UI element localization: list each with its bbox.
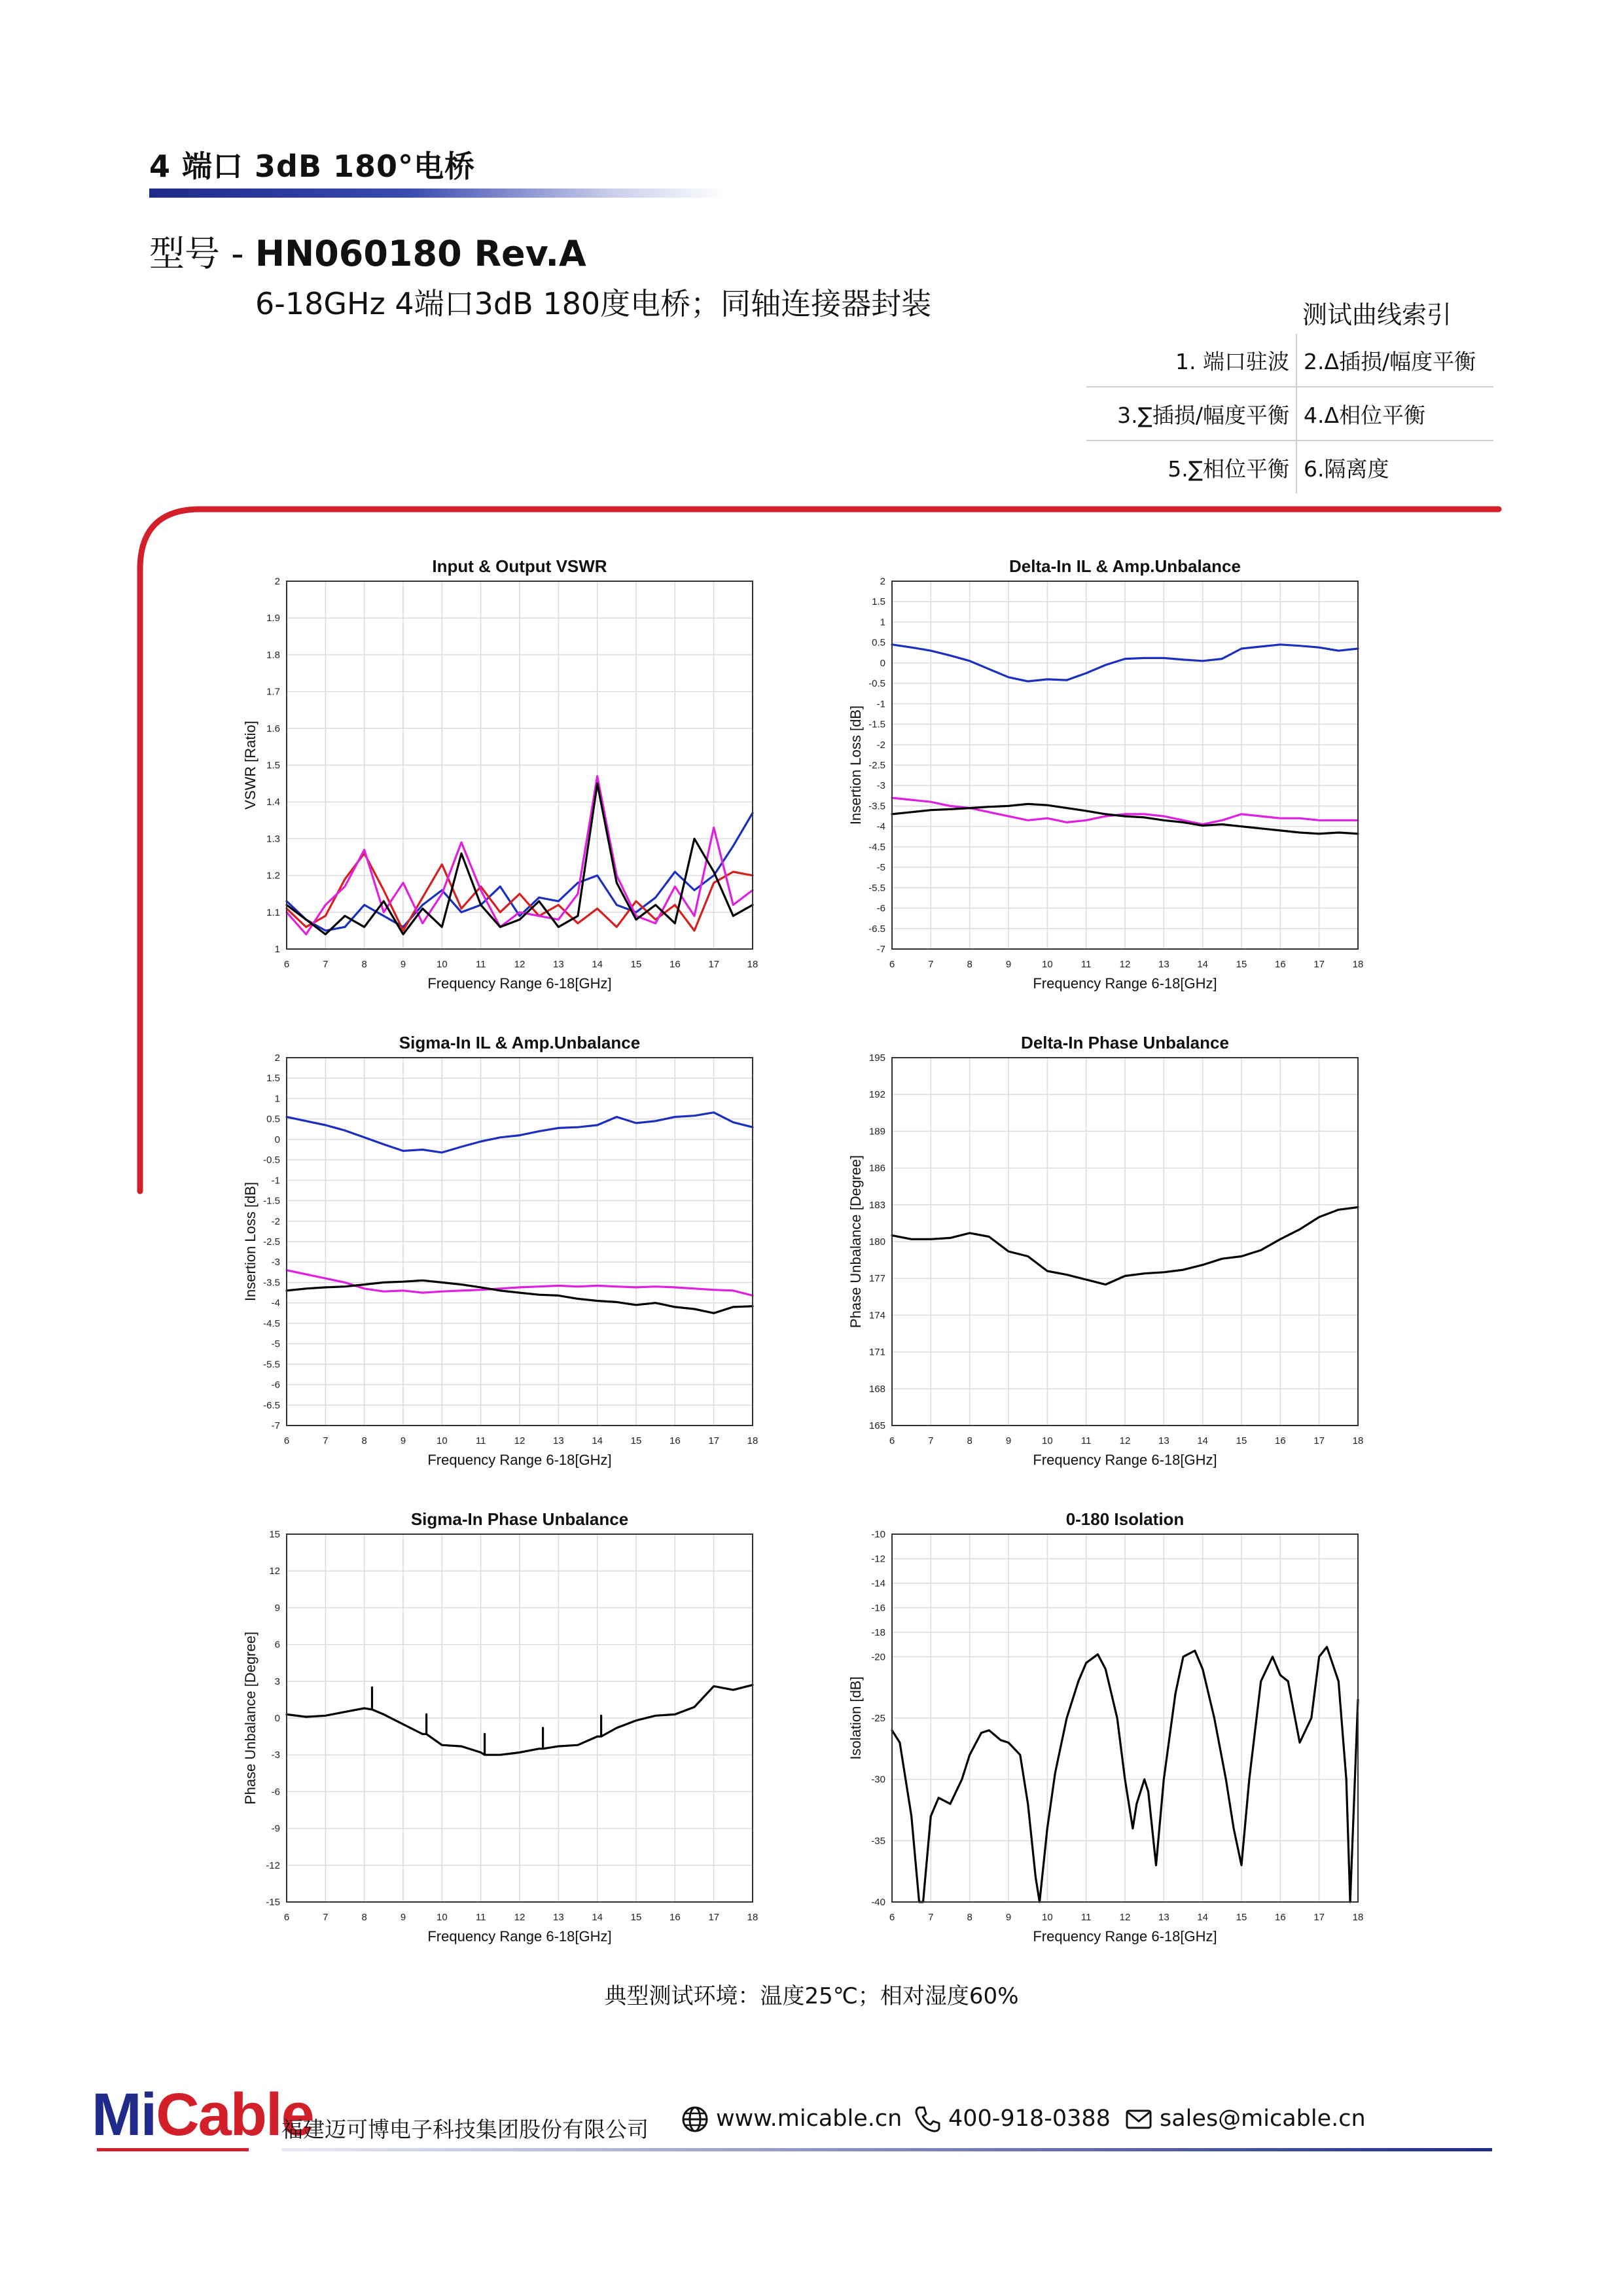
x-tick-label: 10 [436,1435,448,1446]
phone-text[interactable]: 400-918-0388 [948,2106,1111,2132]
x-tick-label: 12 [514,959,526,970]
x-tick-label: 9 [1005,1912,1012,1923]
x-tick-label: 12 [514,1435,526,1446]
x-tick-label: 17 [1313,1435,1325,1446]
y-axis-label: VSWR [Ratio] [242,721,259,810]
y-tick-label: 171 [868,1346,885,1358]
x-tick-label: 17 [1313,959,1325,970]
y-tick-label: -4 [876,821,885,833]
company-name: 福建迈可博电子科技集团股份有限公司 [281,2117,649,2142]
y-tick-label: 12 [269,1566,280,1577]
sigma-il-chart [223,1026,785,1484]
x-axis-label: Frequency Range 6-18[GHz] [1033,1928,1217,1945]
y-tick-label: 1.2 [266,870,280,882]
x-tick-label: 12 [514,1912,526,1923]
mail-icon [1124,2105,1153,2134]
x-tick-label: 10 [436,959,448,970]
x-tick-label: 16 [669,1435,681,1446]
y-tick-label: -6 [876,903,885,914]
y-tick-label: -18 [871,1626,885,1638]
footer-website[interactable] [681,2105,902,2134]
x-tick-label: 16 [669,959,681,970]
y-tick-label: -3.5 [263,1277,280,1289]
x-tick-label: 11 [475,1435,486,1446]
y-tick-label: 195 [868,1052,885,1064]
x-tick-label: 14 [1197,959,1209,970]
x-tick-label: 6 [283,1435,290,1446]
y-tick-label: -5 [876,862,885,874]
y-tick-label: 2 [274,576,280,587]
y-tick-label: -4.5 [263,1318,280,1329]
x-tick-label: 14 [592,959,603,970]
x-tick-label: 9 [400,1435,406,1446]
x-tick-label: 8 [361,1435,367,1446]
model-line [149,226,586,276]
y-tick-label: -3 [271,1257,280,1268]
x-tick-label: 7 [323,959,329,970]
y-axis-label: Isolation [dB] [847,1676,864,1760]
title-underline-bar [149,188,725,198]
index-cell: 2.Δ插损/幅度平衡 [1296,334,1493,387]
y-tick-label: -0.5 [263,1155,280,1166]
x-tick-label: 15 [630,1435,642,1446]
y-tick-label: -6 [271,1786,280,1798]
y-tick-label: -2.5 [263,1236,280,1247]
y-tick-label: 1.5 [266,1073,280,1085]
y-tick-label: 1.3 [266,833,280,845]
y-tick-label: -1.5 [263,1195,280,1207]
y-tick-label: 1.8 [266,649,280,661]
y-tick-label: 1 [274,944,280,955]
y-axis-label: Insertion Loss [dB] [847,705,864,825]
x-tick-label: 14 [1197,1912,1209,1923]
email-text[interactable]: sales@micable.cn [1160,2106,1366,2132]
y-tick-label: 1.5 [872,596,885,608]
y-tick-label: -10 [871,1529,885,1540]
x-tick-label: 15 [1236,1912,1247,1923]
y-tick-label: 0.5 [872,637,885,649]
globe-icon [681,2105,709,2134]
y-tick-label: -0.5 [868,678,885,690]
x-axis-label: Frequency Range 6-18[GHz] [427,1928,612,1945]
y-tick-label: 15 [269,1529,280,1540]
y-tick-label: -6.5 [868,923,885,935]
x-tick-label: 16 [669,1912,681,1923]
logo-text-b: Cable [156,2081,313,2148]
y-tick-label: 168 [868,1383,885,1395]
x-tick-label: 12 [1119,1912,1131,1923]
y-tick-label: 9 [274,1602,280,1614]
x-tick-label: 17 [708,1435,720,1446]
x-tick-label: 15 [1236,1435,1247,1446]
index-row [1086,387,1493,440]
y-tick-label: -30 [871,1774,885,1785]
y-tick-label: 0 [880,657,885,669]
y-tick-label: 189 [868,1126,885,1138]
chart-title: Sigma-In IL & Amp.Unbalance [399,1033,641,1052]
x-tick-label: 10 [1041,959,1053,970]
y-tick-label: -4.5 [868,841,885,853]
y-tick-label: 1 [274,1093,280,1105]
x-tick-label: 6 [283,959,290,970]
y-tick-label: 1 [880,617,885,628]
x-tick-label: 17 [708,959,720,970]
x-tick-label: 11 [1080,959,1092,970]
x-tick-label: 7 [323,1912,329,1923]
y-tick-label: -1 [271,1175,280,1187]
y-tick-label: 177 [868,1273,885,1285]
section-title: 4 端口 3dB 180°电桥 [149,149,476,184]
y-tick-label: -7 [271,1420,280,1431]
x-tick-label: 17 [708,1912,720,1923]
y-tick-label: 1.7 [266,686,280,698]
y-tick-label: -3.5 [868,800,885,812]
delta-il-chart [828,550,1391,1008]
test-environment-note: 典型测试环境：温度25℃；相对湿度60% [604,1983,1019,2009]
curve-index-title: 测试曲线索引 [1302,300,1452,329]
y-tick-label: -14 [871,1577,885,1589]
x-tick-label: 16 [1274,959,1286,970]
index-cell: 3.∑插损/幅度平衡 [1086,387,1296,440]
x-tick-label: 18 [747,959,758,970]
index-cell: 6.隔离度 [1304,456,1389,482]
x-tick-label: 6 [889,1435,895,1446]
index-row [1086,334,1493,387]
x-tick-label: 8 [967,959,972,970]
x-tick-label: 16 [1274,1435,1286,1446]
chart-title: Sigma-In Phase Unbalance [410,1509,629,1529]
y-tick-label: -35 [871,1835,885,1847]
y-tick-label: 2 [274,1052,280,1064]
x-tick-label: 13 [1158,1912,1169,1923]
x-tick-label: 11 [1080,1912,1092,1923]
x-tick-label: 6 [283,1912,290,1923]
x-tick-label: 17 [1313,1912,1325,1923]
y-tick-label: 1.6 [266,723,280,734]
x-axis-label: Frequency Range 6-18[GHz] [427,1452,612,1468]
chart-title: Delta-In IL & Amp.Unbalance [1009,556,1241,576]
y-tick-label: 174 [868,1310,885,1321]
y-tick-label: 186 [868,1162,885,1174]
x-tick-label: 7 [928,1435,934,1446]
x-tick-label: 18 [1352,959,1364,970]
x-tick-label: 9 [400,1912,406,1923]
x-axis-label: Frequency Range 6-18[GHz] [427,975,612,992]
x-tick-label: 13 [1158,1435,1169,1446]
x-tick-label: 13 [552,959,564,970]
micable-logo [92,2081,313,2148]
x-tick-label: 18 [1352,1435,1364,1446]
y-tick-label: 1.9 [266,613,280,624]
y-tick-label: 1.1 [266,906,280,918]
y-tick-label: 180 [868,1236,885,1247]
y-axis-label: Phase Unbalance [Degree] [847,1155,864,1329]
y-tick-label: 2 [880,576,885,587]
y-tick-label: 1.5 [266,760,280,771]
x-tick-label: 8 [361,959,367,970]
x-tick-label: 13 [552,1435,564,1446]
website-text[interactable]: www.micable.cn [716,2106,902,2132]
x-tick-label: 18 [747,1435,758,1446]
y-tick-label: -6.5 [263,1399,280,1411]
y-tick-label: 0 [274,1134,280,1145]
index-cell: 4.Δ相位平衡 [1296,387,1493,440]
x-tick-label: 11 [475,1912,486,1923]
x-tick-label: 11 [1080,1435,1092,1446]
x-tick-label: 10 [1041,1435,1053,1446]
phone-icon [913,2105,942,2134]
index-cell: 5.∑相位平衡 [1086,440,1296,493]
y-tick-label: -2.5 [868,760,885,771]
x-tick-label: 13 [552,1912,564,1923]
y-tick-label: -12 [871,1553,885,1565]
y-tick-label: -5.5 [263,1359,280,1371]
y-tick-label: -40 [871,1897,885,1908]
y-tick-label: -3 [876,780,885,792]
x-tick-label: 14 [592,1912,603,1923]
y-tick-label: -9 [271,1823,280,1835]
chart-title: Delta-In Phase Unbalance [1021,1033,1229,1052]
y-tick-label: -20 [871,1651,885,1663]
y-tick-label: 6 [274,1639,280,1651]
y-tick-label: -1.5 [868,719,885,730]
y-tick-label: -4 [271,1297,280,1309]
y-tick-label: -2 [271,1215,280,1227]
x-tick-label: 9 [1005,959,1012,970]
x-tick-label: 13 [1158,959,1169,970]
curve-index-table [1086,334,1493,493]
chart-title: Input & Output VSWR [432,556,607,576]
model-number: HN060180 Rev.A [255,233,586,274]
index-cell: 1. 端口驻波 [1086,334,1296,387]
y-tick-label: -6 [271,1379,280,1391]
y-axis-label: Insertion Loss [dB] [242,1181,259,1302]
x-tick-label: 18 [747,1912,758,1923]
y-tick-label: 0.5 [266,1113,280,1125]
x-tick-label: 9 [400,959,406,970]
footer-divider [281,2148,1492,2151]
y-tick-label: -7 [876,944,885,955]
x-tick-label: 7 [323,1435,329,1446]
footer-email[interactable] [1124,2105,1366,2134]
y-tick-label: -1 [876,698,885,710]
chart-title: 0-180 Isolation [1065,1509,1185,1529]
x-tick-label: 7 [928,959,934,970]
x-tick-label: 15 [630,1912,642,1923]
x-tick-label: 10 [436,1912,448,1923]
x-tick-label: 12 [1119,959,1131,970]
index-row [1086,440,1493,493]
y-tick-label: -5.5 [868,882,885,894]
x-tick-label: 10 [1041,1912,1053,1923]
x-tick-label: 16 [1274,1912,1286,1923]
y-tick-label: -12 [266,1859,280,1871]
y-tick-label: 3 [274,1676,280,1687]
model-prefix: 型号 - [149,233,255,274]
y-tick-label: -3 [271,1749,280,1761]
x-tick-label: 7 [928,1912,934,1923]
x-tick-label: 8 [967,1912,972,1923]
x-tick-label: 14 [592,1435,603,1446]
logo-underline [97,2148,249,2151]
x-tick-label: 15 [1236,959,1247,970]
logo-text-a: Mi [92,2081,156,2148]
y-tick-label: 192 [868,1089,885,1101]
y-tick-label: -5 [271,1338,280,1350]
y-tick-label: -25 [871,1713,885,1724]
x-tick-label: 9 [1005,1435,1012,1446]
vswr-chart [223,550,785,1008]
x-axis-label: Frequency Range 6-18[GHz] [1033,1452,1217,1468]
x-tick-label: 18 [1352,1912,1364,1923]
x-tick-label: 11 [475,959,486,970]
x-tick-label: 14 [1197,1435,1209,1446]
isolation-chart [828,1503,1391,1961]
y-tick-label: -15 [266,1897,280,1908]
x-tick-label: 6 [889,1912,895,1923]
y-tick-label: 1.4 [266,797,280,808]
x-tick-label: 6 [889,959,895,970]
y-tick-label: 183 [868,1199,885,1211]
y-tick-label: -2 [876,739,885,751]
y-tick-label: 165 [868,1420,885,1431]
x-tick-label: 12 [1119,1435,1131,1446]
product-subtitle: 6-18GHz 4端口3dB 180度电桥；同轴连接器封装 [255,286,932,321]
y-tick-label: -16 [871,1602,885,1614]
sigma-phase-chart [223,1503,785,1961]
x-tick-label: 8 [967,1435,972,1446]
delta-phase-chart [828,1026,1391,1484]
footer-phone[interactable] [913,2105,1111,2134]
y-tick-label: 0 [274,1713,280,1724]
y-axis-label: Phase Unbalance [Degree] [242,1631,259,1805]
x-axis-label: Frequency Range 6-18[GHz] [1033,975,1217,992]
x-tick-label: 15 [630,959,642,970]
x-tick-label: 8 [361,1912,367,1923]
